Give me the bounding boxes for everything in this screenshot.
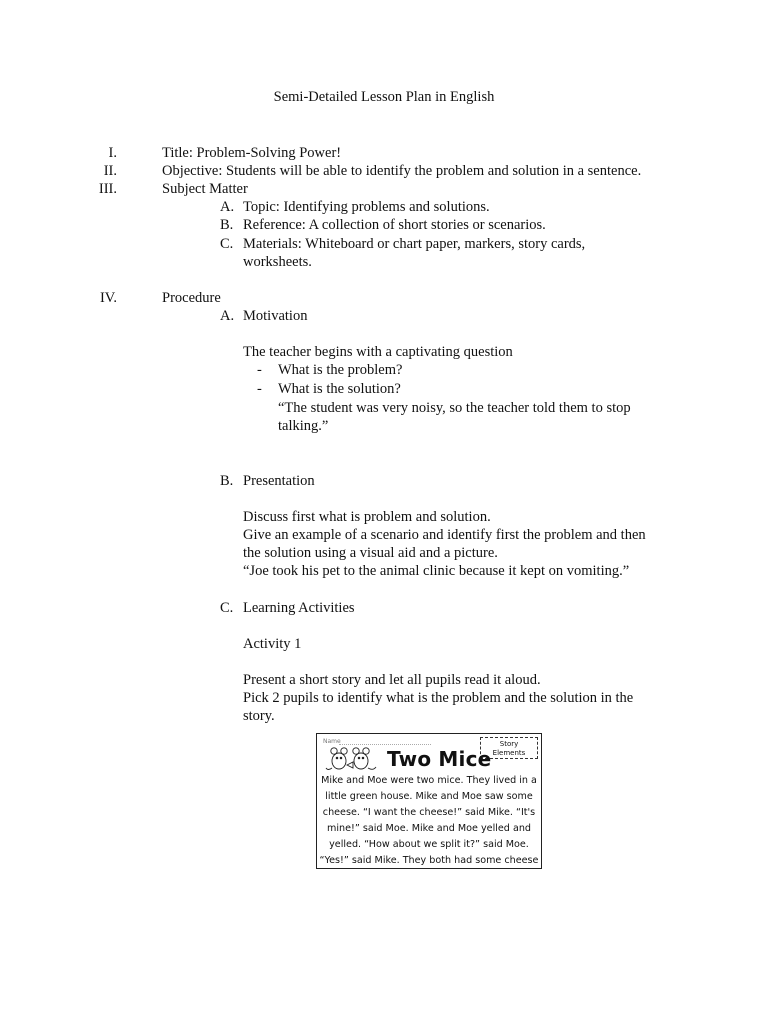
story-line-2: little green house. Mike and Moe saw some <box>325 791 533 802</box>
presentation-line3: the solution using a visual aid and a picture. <box>243 545 498 561</box>
story-line-6: “Yes!” said Mike. They both had some cheese <box>319 855 539 866</box>
section-1-number: I. <box>108 145 117 161</box>
procedure-b-heading: Presentation <box>243 473 315 489</box>
bullet-dash-2: - <box>257 381 262 397</box>
subject-c-text-line2: worksheets. <box>243 254 312 270</box>
presentation-line4: “Joe took his pet to the animal clinic because it kept on vomiting.” <box>243 563 630 579</box>
card-name-label: Name <box>323 738 341 745</box>
story-line-5: yelled. “How about we split it?” said Moe. <box>329 839 529 850</box>
subject-a-text: Topic: Identifying problems and solutions. <box>243 199 490 215</box>
presentation-line2: Give an example of a scenario and identify first the problem and then <box>243 527 646 543</box>
procedure-a-label: A. <box>220 308 235 324</box>
section-3-number: III. <box>98 181 117 197</box>
procedure-b-label: B. <box>220 473 234 489</box>
section-4-text: Procedure <box>162 290 221 306</box>
story-heading: Two Mice <box>387 747 492 771</box>
story-text <box>317 773 541 869</box>
activity-line2: Pick 2 pupils to identify what is the problem and the solution in the <box>243 690 634 706</box>
motivation-bullet-1: What is the problem? <box>278 362 403 378</box>
badge-line1: Story <box>499 740 519 748</box>
section-1-text: Title: Problem-Solving Power! <box>162 145 342 161</box>
presentation-line1: Discuss first what is problem and solution. <box>243 509 491 525</box>
activity-line3: story. <box>243 708 275 724</box>
story-line-1: Mike and Moe were two mice. They lived in a <box>321 775 537 786</box>
motivation-bullet-2: What is the solution? <box>278 381 401 397</box>
story-line-3: cheese. “I want the cheese!” said Mike. “It's <box>322 807 536 818</box>
procedure-c-label: C. <box>220 600 234 616</box>
subject-b-text: Reference: A collection of short stories or scenarios. <box>243 217 546 233</box>
section-2-number: II. <box>103 163 117 179</box>
activity-line1: Present a short story and let all pupils read it aloud. <box>243 672 541 688</box>
section-4-number: IV. <box>99 290 117 306</box>
subject-c-label: C. <box>220 236 234 252</box>
procedure-a-heading: Motivation <box>243 308 308 324</box>
motivation-intro: The teacher begins with a captivating question <box>243 344 513 360</box>
mice-illustration <box>325 744 381 772</box>
procedure-c-heading: Learning Activities <box>243 600 355 616</box>
motivation-quote-line1: “The student was very noisy, so the teacher told them to stop <box>278 400 631 416</box>
subject-b-label: B. <box>220 217 234 233</box>
story-line-4: mine!” said Moe. Mike and Moe yelled and <box>327 823 531 834</box>
page-title: Semi-Detailed Lesson Plan in English <box>273 89 495 105</box>
bullet-dash-1: - <box>257 362 262 378</box>
badge-line2: Elements <box>492 749 526 757</box>
activity-title: Activity 1 <box>243 636 302 652</box>
section-2-text: Objective: Students will be able to identify the problem and solution in a sentence. <box>162 163 642 179</box>
motivation-quote-line2: talking.” <box>278 418 329 434</box>
subject-a-label: A. <box>220 199 235 215</box>
subject-c-text-line1: Materials: Whiteboard or chart paper, markers, story cards, <box>243 236 586 252</box>
section-3-text: Subject Matter <box>162 181 248 197</box>
story-card-image <box>316 733 542 869</box>
